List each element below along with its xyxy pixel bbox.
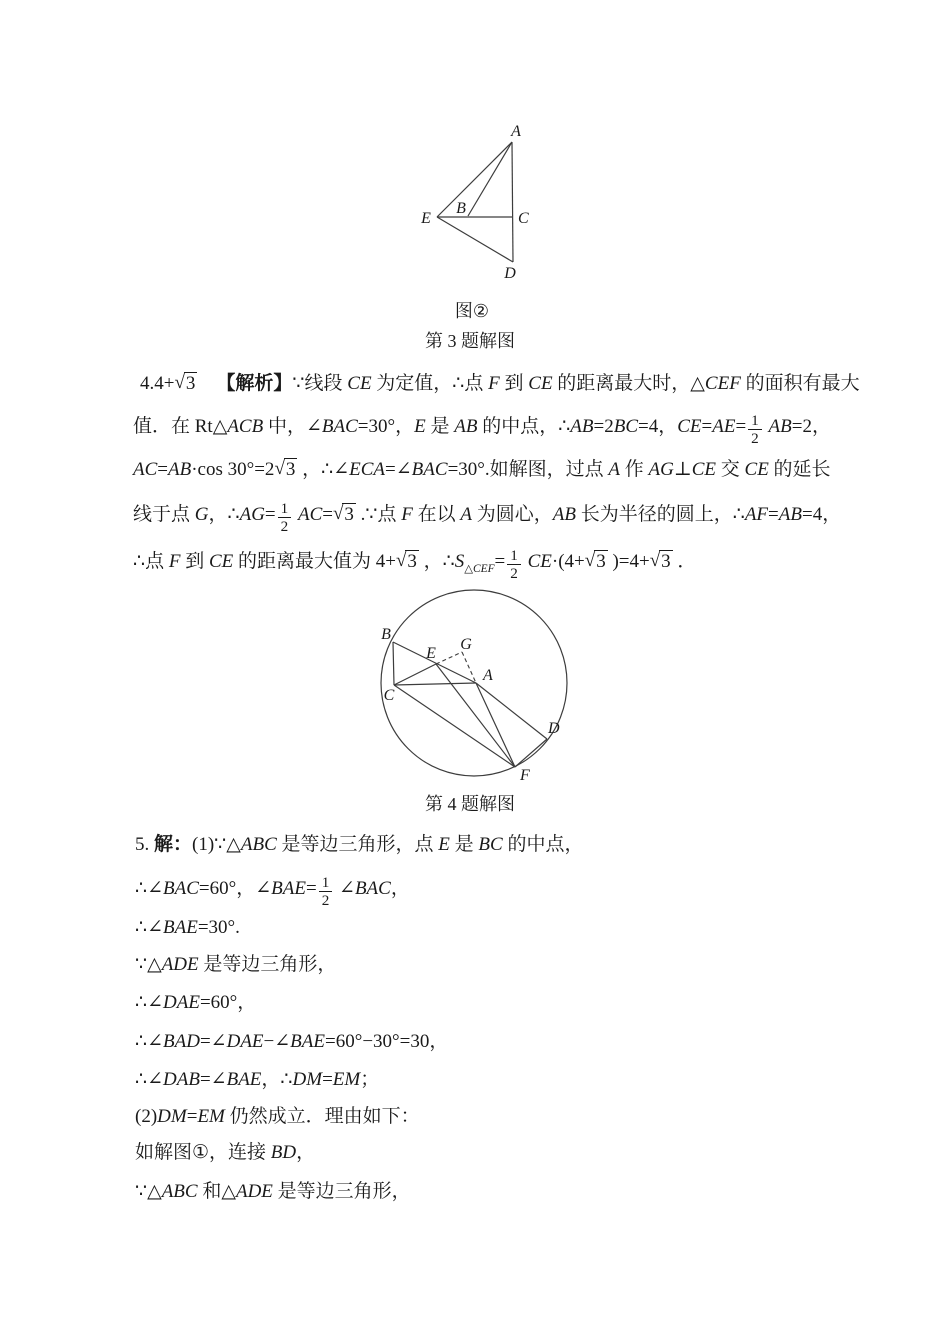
text: ∠ [334,878,355,900]
text: ， [390,878,410,900]
math-variable: EM [197,1106,225,1127]
math-variable: CE [744,459,769,480]
text: =30°， [357,416,415,438]
math-variable: DM [157,1106,187,1127]
text: = [322,504,333,526]
text: ∴∠ [135,878,164,900]
math-variable: ADE [235,1181,273,1202]
point-label-e: E [426,645,436,662]
text: =60°， [199,992,257,1013]
math-variable: AC [133,459,158,480]
subscript: △CEF [464,563,495,576]
edge-CA [394,683,476,685]
text: =2， [791,416,831,438]
radical-sign: √ [174,372,185,393]
math-variable: BAE [226,1069,262,1090]
text: )=4+ [607,551,650,573]
text: ∴∠ [135,917,164,938]
point-label-c: C [518,210,529,227]
edge-CE [394,664,436,685]
point-label-f: F [520,767,530,784]
text: ·(4+ [551,551,585,573]
math-variable: F [488,373,500,394]
text: = [494,551,506,573]
point-label-a: A [483,667,493,684]
circle-figure [375,583,580,798]
text: 和△ [197,1181,236,1202]
math-variable: BAE [163,917,198,938]
math-variable: A [460,504,472,526]
math-variable: BAD [163,1031,200,1052]
radicand: 3 [407,551,417,573]
square-root [650,549,673,575]
edge-DF [515,739,547,767]
math-variable: ECA [349,459,386,480]
solution-text-line [135,990,256,1016]
math-variable: DM [292,1069,323,1090]
math-variable: BC [478,834,503,855]
fraction-denominator: 2 [510,565,518,583]
math-variable: BAE [290,1031,325,1052]
math-variable: CE [691,459,716,480]
fraction-denominator: 2 [321,892,330,910]
fraction-denominator: 2 [751,430,759,448]
text: 如解图①，连接 [135,1142,271,1163]
text: ，∴∠ [297,459,350,480]
math-variable: AB [768,416,792,438]
text: ⊥ [673,459,692,480]
text: 的中点，∴ [477,416,571,438]
math-variable: DAE [226,1031,264,1052]
text: =60°，∠ [198,878,272,900]
radicand: 3 [285,459,296,480]
text: = [322,1069,333,1090]
edge-CF [394,685,515,767]
math-variable: BAC [163,878,199,900]
fraction [507,547,521,582]
text: = [768,504,779,526]
math-variable: A [608,459,620,480]
text: 的延长 [768,459,831,480]
radicand: 3 [185,373,196,394]
text: 的中点， [502,834,584,855]
math-variable: ADE [161,954,199,975]
math-variable: BD [270,1142,297,1163]
radicand: 3 [661,551,671,573]
math-variable: BAC [321,416,358,438]
text: 4.4+ [140,373,175,394]
math-variable: BAC [411,459,448,480]
point-label-b: B [456,200,466,217]
text: ，∴ [418,551,455,573]
triangle-figure [400,113,570,303]
math-variable: DAB [163,1069,200,1090]
text: 线于点 [133,504,195,526]
text: ∵△ [135,954,162,975]
math-variable: AE [712,416,736,438]
text: 在以 [412,504,461,526]
text: =60°−30°=30， [325,1031,449,1052]
edge-GA-dashed [462,652,476,683]
edge-ED [437,217,513,262]
text: 是 [449,834,479,855]
text: 仍然成立．理由如下： [224,1106,420,1127]
math-variable: F [401,504,413,526]
text: −∠ [263,1031,291,1052]
math-variable: E [438,834,450,855]
figure3-inner-caption: 图② [454,301,490,321]
text: ∴∠ [135,1069,164,1090]
text: =30°.如解图，过点 [447,459,609,480]
bold-text: 【解析】 [216,373,293,394]
math-variable: ACB [227,416,264,438]
point-label-d: D [548,720,560,737]
solution-text-line [133,412,831,447]
solution-text-line [135,1067,379,1093]
math-variable: ABC [161,1181,198,1202]
text: ，∴ [208,504,240,526]
text: ∵△ [135,1181,162,1202]
text: ∵线段 [292,373,348,394]
text: =∠ [199,1031,227,1052]
text: 的面积有最大 [740,373,860,394]
solution-text-line [133,500,841,535]
fraction [278,500,292,535]
math-variable: CE [527,551,552,573]
point-label-c: C [383,687,395,704]
text: =30°. [197,917,240,938]
text: =4， [801,504,842,526]
fraction-numerator: 1 [748,412,762,430]
math-variable: AB [552,504,576,526]
text: = [186,1106,198,1127]
solution-text-line [135,1179,411,1205]
solution-text-line [140,371,860,397]
fraction-numerator: 1 [319,874,333,892]
radical-sign: √ [395,550,407,572]
text: ； [360,1069,380,1090]
square-root [585,549,608,575]
text: 的距离最大时，△ [552,373,705,394]
square-root [274,457,297,483]
text: 到 [180,551,209,573]
math-variable: AG [648,459,674,480]
radicand: 3 [344,504,354,526]
solution-text-line [133,547,696,582]
fraction [319,874,333,909]
radical-sign: √ [649,550,661,572]
text: ． [672,551,697,573]
solution-text-line [135,1029,448,1055]
text: 是等边三角形， [272,1181,411,1202]
math-variable: EM [332,1069,361,1090]
fraction-denominator: 2 [280,518,289,536]
solution-text-line [135,1140,315,1166]
radicand: 3 [596,551,606,573]
solution-text-line [135,832,583,858]
edge-EF [436,664,515,767]
text: 值．在 Rt△ [133,416,228,438]
text: 是等边三角形，点 [276,834,439,855]
text: (1)∵△ [192,834,241,855]
fraction-numerator: 1 [278,500,292,518]
solution-text-line [135,1104,420,1130]
math-variable: BC [613,416,639,438]
figure4-caption: 第 4 题解图 [425,794,515,814]
bold-text: 解： [154,834,193,855]
edge-AD [512,142,513,262]
text: 为定值，∴点 [371,373,489,394]
solution-text-line [133,457,831,483]
text: ·cos 30°=2 [191,459,275,480]
text: 是 [425,416,455,438]
math-variable: AB [168,459,192,480]
edge-BC [393,642,394,685]
radical-sign: √ [274,458,285,479]
triangle-figure-edges [437,142,513,262]
text: 交 [716,459,745,480]
math-variable: AB [454,416,478,438]
point-label-d: D [504,265,516,282]
math-variable: CE [677,416,702,438]
math-variable: DAE [163,992,200,1013]
math-variable: AG [239,504,265,526]
text: ∴∠ [135,992,164,1013]
math-variable: E [414,416,426,438]
text: 到 [499,373,529,394]
text: =2 [593,416,614,438]
solution-text-line [135,952,336,978]
text: = [264,504,276,526]
text: 是等边三角形， [198,954,337,975]
text: ∴∠ [135,1031,164,1052]
square-root [396,549,419,575]
text: 长为半径的圆上，∴ [575,504,745,526]
math-variable: ABC [240,834,277,855]
point-label-b: B [381,626,391,643]
fraction-numerator: 1 [507,547,521,565]
math-variable: F [168,551,181,573]
radical-sign: √ [332,503,344,525]
point-label-a: A [511,123,521,140]
point-label-g: G [460,636,472,653]
math-variable: CE [528,373,553,394]
math-variable: G [194,504,209,526]
math-variable: AB [778,504,802,526]
text: (2) [135,1106,158,1127]
circle-figure-svg [375,583,580,798]
text: = [157,459,168,480]
text: 的距离最大值为 4+ [233,551,396,573]
text: 作 [620,459,649,480]
math-variable: BAE [271,878,306,900]
text [197,373,216,394]
text: ，∴ [261,1069,293,1090]
text: .∵点 [355,504,402,526]
math-variable: AC [297,504,323,526]
math-variable: CE [347,373,372,394]
text: 5. [135,834,154,855]
text: ， [296,1142,316,1163]
math-variable: AB [570,416,594,438]
figure3-caption: 第 3 题解图 [425,331,515,351]
text: 中，∠ [263,416,322,438]
text: = [305,878,317,900]
edge-EG-dashed [436,652,462,664]
solution-text-line [135,915,240,941]
solution-text-line [135,874,410,909]
text: =∠ [199,1069,227,1090]
circle-figure-edges [393,642,547,767]
point-label-e: E [421,210,431,227]
text: ∴点 [133,551,169,573]
text: = [735,416,747,438]
text: 为圆心， [472,504,553,526]
square-root [333,502,356,528]
math-variable: S [454,551,465,573]
text: =∠ [385,459,412,480]
text: =4， [638,416,678,438]
triangle-figure-svg [400,113,570,303]
text: = [701,416,713,438]
math-variable: CEF [704,373,741,394]
square-root [174,371,197,397]
math-variable: CE [208,551,234,573]
math-variable: BAC [354,878,391,900]
radical-sign: √ [584,550,596,572]
math-variable: AF [744,504,769,526]
fraction [748,412,762,447]
